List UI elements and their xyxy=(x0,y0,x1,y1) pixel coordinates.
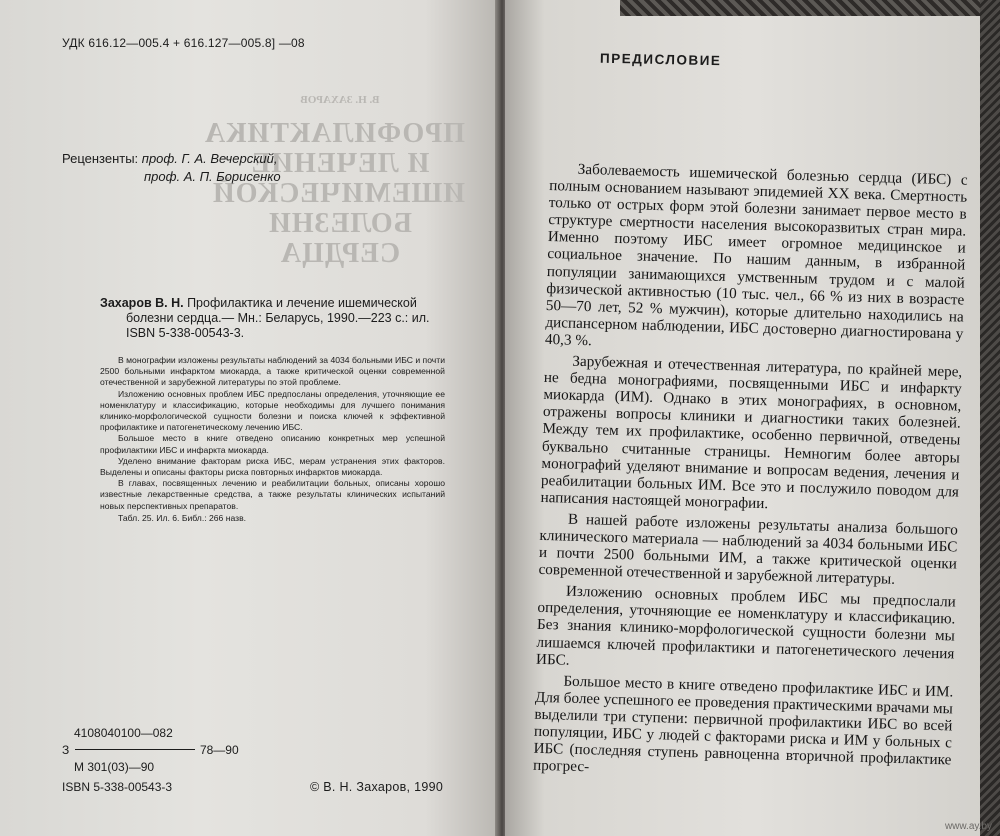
background-fabric-edge xyxy=(980,0,1000,836)
reviewer-2: проф. А. П. Борисенко xyxy=(144,169,281,184)
publication-codes xyxy=(62,725,239,776)
site-watermark: www.ay.by xyxy=(944,821,992,832)
preface-heading: ПРЕДИСЛОВИЕ xyxy=(599,50,722,69)
ghost-line: СЕРДЦА xyxy=(279,238,401,269)
biblio-isbn: ISBN 5-338-00543-3. xyxy=(126,326,245,340)
ghost-line: И ЛЕЧЕНИЕ xyxy=(250,148,430,179)
isbn: ISBN 5-338-00543-3 xyxy=(62,780,173,794)
ghost-author: В. Н. ЗАХАРОВ xyxy=(300,94,380,106)
reviewers-label: Рецензенты: xyxy=(62,151,139,166)
bibliographic-record xyxy=(100,296,445,341)
biblio-author: Захаров В. Н. xyxy=(100,296,184,310)
biblio-title: Профилактика и лечение ишемической xyxy=(183,296,417,310)
annotation-paragraph: Изложению основных проблем ИБС предпосланы определения, уточняющие ее номенклатуру и классификацию, которые необходимы для лучшего понимания клинико-морфологической сущности болезни и поиска ключей к эффективной профилактике и патогенетическому лечению ИБС. xyxy=(100,388,445,433)
preface-paragraph: В нашей работе изложены результаты анализа большого клинического материала — наблюдений за 4034 больными ИБС и почти 2500 больными ИМ, а также критической оценки современной отечественной и зарубежной литературы. xyxy=(538,510,959,588)
annotation-paragraph: Большое место в книге отведено описанию конкретных мер успешной профилактики ИБС и инфаркта миокарда. xyxy=(100,433,445,455)
ghost-line: ПРОФИЛАКТИКА xyxy=(203,118,465,149)
preface-paragraph: Большое место в книге отведено профилактике ИБС и ИМ. Для более успешного ее проведения практическими врачами мы выделили три ступени: первичной профилактики ИБС во всей популяции, ИБС у людей с факторами риска и ИМ у больных с ИБС (последняя ступень равноценна вторичной профилактике прогрес- xyxy=(532,672,954,776)
preface-text xyxy=(533,160,968,786)
reviewers-block xyxy=(62,150,281,186)
code-row-2 xyxy=(62,742,239,759)
annotation-paragraph: Уделено внимание факторам риска ИБС, мерам устранения этих факторов. Выделены и описаны факторы риска повторных инфарктов миокарда. xyxy=(100,455,445,478)
code-suffix: 78—90 xyxy=(199,743,239,757)
copyright: © В. Н. Захаров, 1990 xyxy=(310,780,444,794)
reviewer-1: проф. Г. А. Вечерский, xyxy=(141,151,278,166)
background-fabric xyxy=(620,0,1000,16)
preface-paragraph: Изложению основных проблем ИБС мы предпослали определения, уточняющие ее номенклатуру и классификацию. Без знания клинико-морфологической сущности болезни мы лишаемся ключей профилактики и патогенетического лечения ИБС. xyxy=(535,582,957,669)
preface-paragraph: Заболеваемость ишемической болезнью сердца (ИБС) с полным основанием называют эпидемией XX века. Смертность только от острых форм этой болезни занимает первое место в структуре смертности населения высокоразвитых стран мира. Именно поэтому ИБС имеет огромное медицинское и социальное значение. По нашим данным, в избранной популяции занимающихся умственным трудом и с малой физической активностью (10 тыс. чел., 66 % из них в возрасте 50—70 лет, 52 % мужчин), которые длительно находились на диспансерном наблюдении, ИБС достоверно диагностирована у 40,3 %. xyxy=(544,160,968,350)
ghost-line: ИШЕМИЧЕСКОЙ xyxy=(211,178,465,209)
biblio-imprint: болезни сердца.— Мн.: Беларусь, 1990.—223 с.: ил. xyxy=(126,311,430,325)
annotation-paragraph: В главах, посвященных лечению и реабилитации больных, описаны хорошо известные лекарственные средства, а также результаты клинических испытаний новых перспективных препаратов. xyxy=(100,478,445,511)
preface-paragraph: Зарубежная и отечественная литература, по крайней мере, не бедна монографиями, посвященными ИБС и инфаркту миокарда (ИМ). Однако в этих монографиях, в основном, отражены вопросы клиники и диагностики таких болезней. Между тем их профилактике, особенно первичной, отведены буквально считанные страницы. Немногим более авторы монографий уделяют внимание и вопросам ведения, лечения и реабилитации больных ИМ. Все это и послужило поводом для написания настоящей монографии. xyxy=(540,352,963,513)
code-row-1: 4108040100—082 xyxy=(74,726,173,740)
ghost-line: БОЛЕЗНИ xyxy=(268,208,412,239)
code-row-3: М 301(03)—90 xyxy=(74,760,155,774)
udk-code: УДК 616.12—005.4 + 616.127—005.8] —08 xyxy=(62,36,305,50)
annotation-tables: Табл. 25. Ил. 6. Библ.: 266 назв. xyxy=(118,512,247,523)
annotation xyxy=(100,355,445,524)
code-prefix: З xyxy=(62,743,70,757)
annotation-paragraph: В монографии изложены результаты наблюдений за 4034 больными ИБС и почти 2500 больными инфарктом миокарда, а также критической оценки современной отечественной и зарубежной литературы по этой проблеме. xyxy=(100,355,445,388)
code-fraction-line xyxy=(75,749,195,750)
